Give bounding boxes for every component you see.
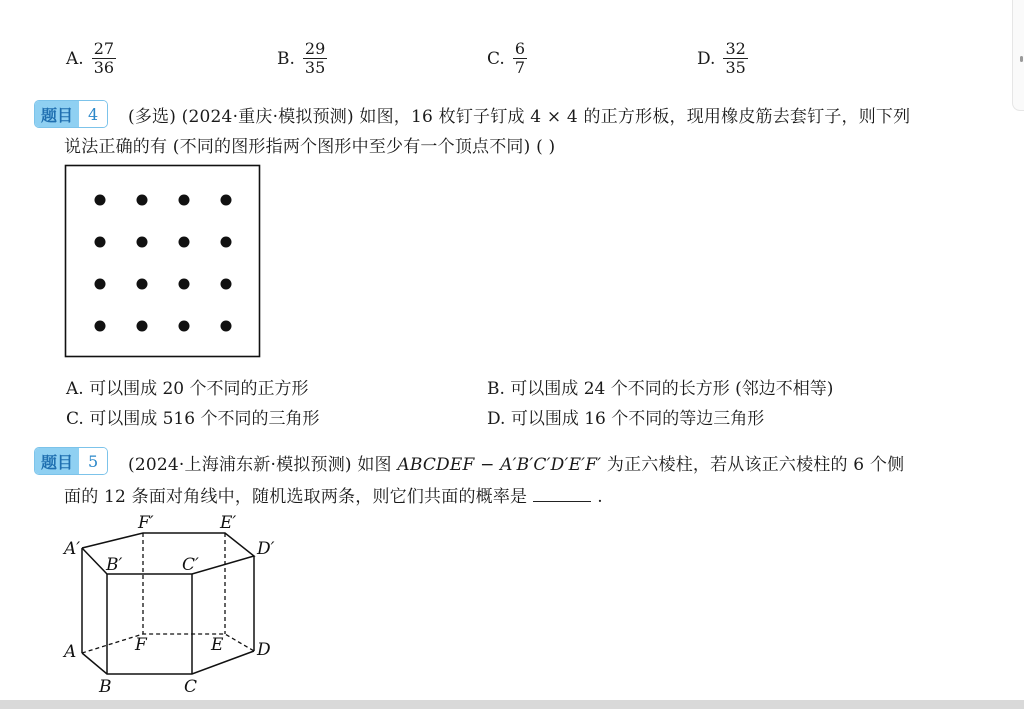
prev-option-d bbox=[697, 40, 748, 77]
label-B1: B′ bbox=[106, 555, 123, 575]
prev-option-b bbox=[277, 40, 327, 77]
q4-choice-b: B. 可以围成 24 个不同的长方形 (邻边不相等) bbox=[487, 379, 834, 399]
label-C: C bbox=[184, 677, 198, 697]
label-A1: A′ bbox=[64, 539, 81, 559]
nail-grid bbox=[95, 195, 232, 332]
badge-number: 5 bbox=[79, 448, 107, 474]
option-letter: A. bbox=[66, 48, 84, 69]
fraction bbox=[723, 40, 747, 77]
fraction-denominator: 35 bbox=[725, 58, 746, 77]
prev-option-c bbox=[487, 40, 527, 77]
nail-board-figure bbox=[64, 164, 262, 360]
question-badge-5 bbox=[34, 447, 108, 475]
bottom-visible-edges bbox=[82, 651, 254, 674]
badge-number: 4 bbox=[79, 101, 107, 127]
bottom-status-bar bbox=[0, 700, 1024, 709]
q5-text-rest: 为正六棱柱，若从该正六棱柱的 6 个侧 bbox=[601, 455, 905, 475]
badge-label: 题目 bbox=[35, 101, 79, 127]
q5-source: (2024·上海浦东新·模拟预测) 如图 bbox=[128, 455, 398, 475]
q4-choice-c: C. 可以围成 516 个不同的三角形 bbox=[66, 409, 320, 429]
fraction-denominator: 36 bbox=[93, 58, 115, 77]
label-E1: E′ bbox=[220, 513, 237, 533]
fraction-numerator: 6 bbox=[514, 39, 525, 58]
fraction bbox=[513, 40, 527, 77]
q4-text-line1: (多选) (2024·重庆·模拟预测) 如图，16 枚钉子钉成 4 × 4 的正方形板，现用橡皮筋去套钉子，则下列 bbox=[128, 107, 911, 127]
question-badge-4 bbox=[34, 100, 108, 128]
q4-choice-d: D. 可以围成 16 个不同的等边三角形 bbox=[487, 409, 765, 429]
label-E: E bbox=[211, 635, 224, 655]
prism-name: ABCDEF − A′B′C′D′E′F′ bbox=[397, 455, 602, 475]
fraction-numerator: 32 bbox=[725, 39, 746, 58]
q5-question: 面的 12 条面对角线中，随机选取两条，则它们共面的概率是 bbox=[64, 487, 528, 507]
bottom-hidden-edges bbox=[82, 634, 254, 653]
fraction-numerator: 27 bbox=[93, 39, 115, 58]
prev-option-a bbox=[66, 40, 116, 77]
q5-text-line2 bbox=[64, 482, 603, 507]
label-C1: C′ bbox=[182, 555, 199, 575]
q4-text-line2: 说法正确的有 (不同的图形指两个图形中至少有一个顶点不同) ( ) bbox=[64, 137, 556, 157]
fraction bbox=[92, 40, 116, 77]
hexagonal-prism-figure bbox=[58, 508, 290, 702]
answer-blank[interactable] bbox=[533, 487, 591, 502]
option-letter: B. bbox=[277, 48, 295, 69]
option-letter: C. bbox=[487, 48, 505, 69]
label-D1: D′ bbox=[257, 539, 275, 559]
period: . bbox=[597, 487, 603, 507]
label-D: D bbox=[257, 640, 271, 660]
badge-label: 题目 bbox=[35, 448, 79, 474]
option-letter: D. bbox=[697, 48, 716, 69]
label-B: B bbox=[99, 677, 112, 697]
fraction bbox=[303, 40, 327, 77]
label-F: F bbox=[135, 635, 147, 655]
label-F1: F′ bbox=[138, 513, 154, 533]
fraction-denominator: 35 bbox=[304, 58, 326, 77]
fraction-numerator: 29 bbox=[304, 39, 326, 58]
scrollbar-thumb[interactable] bbox=[1020, 56, 1023, 62]
q4-choice-a: A. 可以围成 20 个不同的正方形 bbox=[66, 379, 309, 399]
fraction-denominator: 7 bbox=[514, 58, 525, 77]
label-A: A bbox=[64, 642, 77, 662]
q5-text-line1 bbox=[128, 450, 904, 475]
